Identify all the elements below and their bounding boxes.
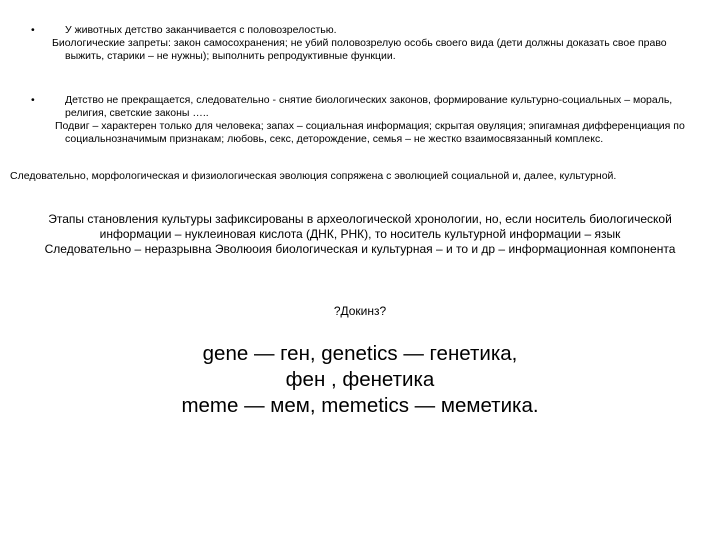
bullet-item — [0, 24, 700, 37]
section-childhood-animals — [0, 24, 700, 63]
bullet-item — [0, 94, 700, 120]
center-stages-block — [40, 212, 680, 257]
question-dawkins: ?Докинз? — [333, 304, 387, 318]
section-evolution — [0, 170, 700, 183]
paragraph-conclusion: Следовательно – неразрывна Эволюоия биологическая и культурная – и то и др – информационная компонента — [44, 242, 676, 256]
question-block — [40, 304, 680, 319]
bullet-text: Детство не прекращается, следовательно - снятие биологических законов, формирование культурно-социальных – мораль, религия, светские законы ….. — [65, 94, 673, 119]
terms-line-gene: gene — ген, genetics — генетика, — [202, 342, 518, 365]
section-childhood-humans — [0, 94, 700, 146]
paragraph-biological-bans: Биологические запреты: закон самосохранения; не убий половозрелую особь своего вида (дети должны доказать свое право выжить, старики – не нужны); выполнить репродуктивные функции. — [52, 37, 667, 62]
paragraph-feat: Подвиг – характерен только для человека; запах – социальная информация; скрытая овуляция; эпигамная дифференциация по социальнозначимым признакам; любовь, секс, деторождение, семья – не жестко взаимосвязанный комплекс. — [55, 120, 685, 145]
terms-line-meme: meme — мем, memetics — меметика. — [181, 394, 539, 417]
terms-block — [40, 341, 680, 419]
paragraph-stages: Этапы становления культуры зафиксированы в археологической хронологии, но, если носитель биологической информации – нуклеиновая кислота (ДНК, РНК), то носитель культурной информации – язык — [48, 212, 672, 241]
bullet-text: У животных детство заканчивается с половозрелостью. — [65, 24, 337, 36]
paragraph-evolution: Следовательно, морфологическая и физиологическая эволюция сопряжена с эволюцией социальной и, далее, культурной. — [10, 170, 617, 182]
terms-line-phen: фен , фенетика — [285, 368, 435, 391]
bullet-icon: • — [31, 94, 35, 106]
bullet-icon: • — [31, 24, 35, 36]
